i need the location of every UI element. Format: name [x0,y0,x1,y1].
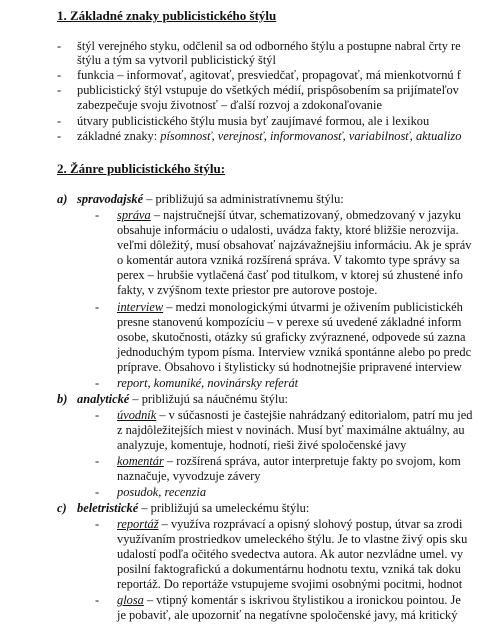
list-item: funkcia – informovať, agitovať, presviedčať, propagovať, má mienkotvornú f [77,68,461,82]
bullet-dash: - [57,114,62,128]
komentar-line [117,454,461,469]
subsection-letter-a: a) [57,192,68,206]
sprava-line: veľmi dôležitý, musí obsahovať najzávažnejšiu informáciu. Ak je správ [117,238,472,252]
bullet-dash: - [95,376,100,390]
interview-line: príprave. Obsahovo i štylisticky sú hodnotnejšie pripravené interview [117,360,462,374]
reportaz-line [117,517,462,532]
subsection-c-title [77,501,309,516]
glosa-line [117,593,461,608]
sprava-line: o komentár autora vzniká rozšírená správa. V takomto type správy sa [117,253,460,267]
bullet-dash: - [95,485,100,499]
sprava-line: fakty, v zvýšnom texte priestor pre autorove postoje. [117,283,378,297]
uvodnik-line: z najdôležitejších miest v novinách. Musí byť maximálne aktuálny, au [117,423,465,437]
term-glosa: glosa [117,593,144,607]
features-list: písomnosť, verejnosť, informovanosť, variabilnosť, aktualizo [160,129,462,143]
interview-line: osobe, skutočnosti, otázky sú graficky zvýraznené, odpovede sú zazna [117,330,466,344]
term-komentar: komentár [117,454,164,468]
genre-name: spravodajské [77,192,144,206]
sprava-line: perex – hrubšie vytlačená časť pod titulkom, v ktorej sú zhustené info [117,268,463,282]
features-line [77,129,461,144]
text: – najstručnejší útvar, schematizovaný, obmedzovaný v jazyku [150,208,461,222]
section-1-heading: 1. Základné znaky publicistického štýlu [57,8,277,23]
sprava-line [117,208,461,223]
bullet-dash: - [57,129,62,143]
list-item: publicistický štýl vstupuje do všetkých médií, prispôsobením sa prijímateľov [77,83,459,97]
term-sprava: správa [117,208,151,222]
subsection-a-title [77,192,344,207]
bullet-dash: - [95,300,100,314]
subsection-letter-b: b) [57,392,68,406]
genre-desc: – približujú sa náučnému štýlu: [129,392,288,406]
text: – využíva rozprávací a opisný slohový postup, útvar sa zrodi [158,517,463,531]
subsection-b-title [77,392,288,407]
list-item-continuation: štýlu a tým sa vytvoril publicistický štýl [77,53,276,67]
interview-line: presne stanovenú kompozíciu – v perexe sú uvedené základné inform [117,315,462,329]
term-reportaz: reportáž [117,517,159,531]
bullet-dash: - [95,408,100,422]
text: – rozšírená správa, autor interpretuje fakty po svojom, kom [163,454,461,468]
komentar-line: naznačuje, vyvodzuje závery [117,469,261,483]
interview-line [117,300,463,315]
list-item: útvary publicistického štýlu musia byť zaujímavé formou, ale i lexikou [77,114,430,128]
bullet-dash: - [95,593,100,607]
text: – medzi monologickými útvarmi je oživením publicistickéh [163,300,463,314]
features-label: základné znaky: [77,129,161,143]
section-2-heading: 2. Žánre publicistického štýlu: [57,161,226,176]
interview-line: jednoduchým typom písma. Interview vzniká spontánne alebo po predc [117,345,472,359]
text: – vtipný komentár s iskrivou štylistikou a ironickou pointou. Je [143,593,461,607]
reportaz-line: udalostí podľa očitého svedectva autora. Ak autor nezvládne umel. vy [117,547,464,561]
term-uvodnik: úvodník [117,408,157,422]
genre-desc: – približujú sa administratívnemu štýlu: [143,192,344,206]
other-genres: posudok, recenzia [117,485,207,499]
subsection-letter-c: c) [57,501,67,515]
list-item: štýl verejného styku, odčlenil sa od odborného štýlu a postupne nabral črty re [77,39,461,53]
genre-name: analytické [77,392,130,406]
term-interview: interview [117,300,164,314]
uvodnik-line: analyzuje, komentuje, hodnotí, rieši živé spoločenské javy [117,438,407,452]
bullet-dash: - [57,68,62,82]
other-genres: report, komuniké, novinársky referát [117,376,299,390]
text: – v súčasnosti je častejšie nahrádzaný editorialom, patrí mu jed [156,408,473,422]
sprava-line: obsahuje informáciu o udalosti, uvádza fakty, ktoré bližšie nerozvija. [117,223,459,237]
reportaz-line: využívaním prostriedkov umeleckého štýlu. Je to vlastne živý opis sku [117,532,468,546]
glosa-line: je pobaviť, ale upozorniť na negatívne spoločenské javy, má kritický [117,608,458,622]
reportaz-line: posilní faktografickú a dokumentárnu hodnotu textu, vzniká tak doku [117,562,461,576]
genre-name: beletristické [77,501,139,515]
bullet-dash: - [95,517,100,531]
genre-desc: – približujú sa umeleckému štýlu: [138,501,310,515]
bullet-dash: - [57,83,62,97]
bullet-dash: - [95,454,100,468]
bullet-dash: - [95,208,100,222]
bullet-dash: - [57,39,62,53]
list-item-continuation: zabezpečuje svoju životnosť – ďalší rozvoj a zdokonaľovanie [77,98,382,112]
uvodnik-line [117,408,472,423]
reportaz-line: reportáž. Do reportáže vstupujeme svojimi osobnými pocitmi, hodnot [117,577,463,591]
